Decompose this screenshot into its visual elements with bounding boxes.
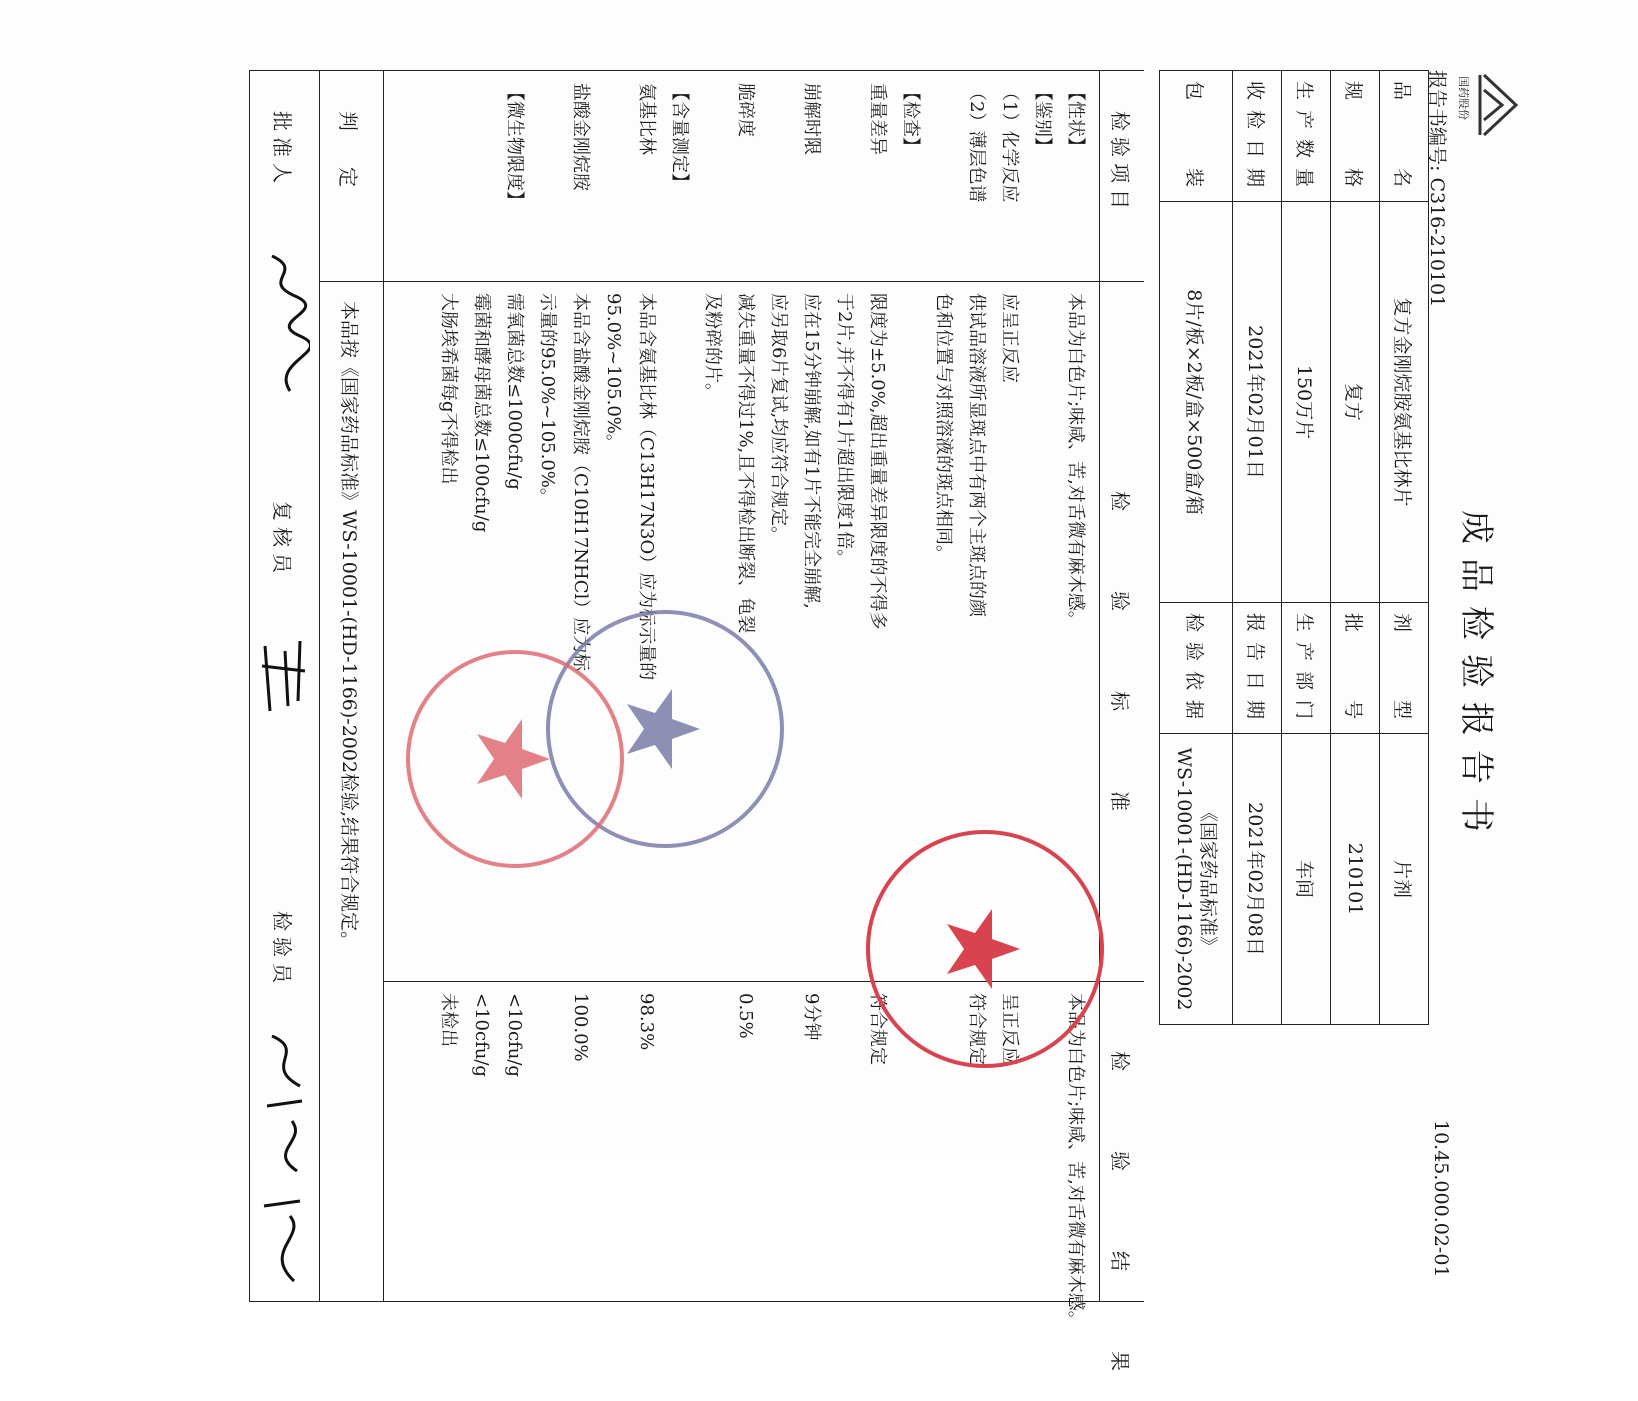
dosage-form-label: 剂 型 [1380, 603, 1429, 734]
report-date-label: 报告日期 [1233, 603, 1282, 734]
quality-seal [866, 830, 1104, 1068]
product-name: 复方金刚烷胺氨基比林片 [1380, 202, 1429, 603]
basis [1160, 734, 1233, 1025]
package: 8片/板×2板/盒×500盒/箱 [1160, 202, 1233, 603]
qty-label: 生产数量 [1282, 71, 1331, 202]
batch-label: 批 号 [1331, 603, 1380, 734]
table-row [1160, 71, 1233, 1025]
row-standard: 色和位置与对照溶液的斑点相同。 [933, 293, 954, 563]
row-item: 【含量测定】 [669, 83, 690, 191]
row-result: 100.0% [570, 993, 591, 1062]
table-row [1233, 71, 1282, 1025]
row-standard: 95.0%~105.0%。 [603, 293, 624, 452]
company-seal-red [406, 650, 624, 868]
row-item: （1）化学反应 [999, 83, 1020, 203]
row-standard: 示量的95.0%~105.0%。 [537, 293, 558, 506]
approver-label: 批准人 [270, 111, 294, 189]
spec-label: 规 格 [1331, 71, 1380, 202]
report-date: 2021年02月08日 [1233, 734, 1282, 1025]
qty: 150万片 [1282, 202, 1331, 603]
column-header-result: 检 验 结 果 [1108, 1051, 1132, 1401]
judgement-row [319, 70, 384, 1302]
row-result: <10cfu/g [504, 993, 525, 1077]
logo-text: 国药股份 [1457, 76, 1470, 120]
row-standard: 本品为白色片;味咸、苦,对舌微有麻木感。 [1065, 293, 1086, 629]
row-result: 呈正反应 [999, 993, 1020, 1065]
receive-date: 2021年02月01日 [1233, 202, 1282, 603]
row-standard: 大肠埃希菌每g不得检出 [438, 293, 459, 485]
row-standard: 应在15分钟崩解,如有1片不能完全崩解, [801, 293, 822, 609]
row-item: 盐酸金刚烷胺 [570, 83, 591, 191]
row-result: 符合规定 [966, 993, 987, 1065]
basis-line-1: 《国家药品标准》 [1197, 802, 1219, 955]
row-item: 崩解时限 [801, 83, 822, 155]
row-standard: 应另取6片复试,均应符合规定。 [768, 293, 789, 545]
judgement-divider [320, 281, 384, 282]
row-result: 符合规定 [867, 993, 888, 1065]
row-item: 【鉴别】 [1032, 83, 1053, 155]
row-standard: 本品含氨基比林（C13H17N3O）应为标示量的 [636, 293, 657, 681]
logo-icon [1472, 70, 1524, 140]
table-row [1331, 71, 1380, 1025]
header-divider [1099, 71, 1100, 1301]
page-title: 成品检验报告书 [1456, 510, 1496, 846]
batch: 210101 [1331, 734, 1380, 1025]
row-standard: 减失重量不得过1%,且不得检出断裂、龟裂 [735, 293, 756, 634]
basis-line-2: WS-10001-(HD-1166)-2002 [1173, 747, 1195, 1011]
package-label: 包 装 [1160, 71, 1233, 202]
column-header-item: 检验项目 [1108, 111, 1132, 215]
row-standard: 本品含盐酸金刚烷胺（C10H17NHCl）应为标 [570, 293, 591, 672]
dept: 车间 [1282, 734, 1331, 1025]
row-item: 【性状】 [1065, 83, 1086, 155]
judgement-text: 本品按《国家药品标准》WS-10001-(HD-1166)-2002检验,结果符合规定。 [338, 301, 360, 951]
row-result: 本品为白色片;味咸、苦,对舌微有麻木感。 [1065, 993, 1086, 1329]
reviewer-label: 复核员 [270, 501, 294, 579]
row-standard: 于2片,并不得有1片超出限度1倍。 [834, 293, 855, 568]
row-result: 98.3% [636, 993, 657, 1051]
row-result: 9分钟 [801, 993, 822, 1041]
row-standard: 及粉碎的片。 [702, 293, 723, 401]
dosage-form: 片剂 [1380, 734, 1429, 1025]
logo [1456, 70, 1524, 140]
row-result: 未检出 [438, 993, 459, 1047]
reviewer-signature [254, 631, 310, 721]
seal-star-icon [410, 654, 620, 864]
row-item: 氨基比林 [636, 83, 657, 155]
seal-star-icon [870, 834, 1100, 1064]
row-item: 重量差异 [867, 83, 888, 155]
row-standard: 需氧菌总数≤1000cfu/g [504, 293, 525, 490]
receive-date-label: 收检日期 [1233, 71, 1282, 202]
row-item: （2）薄层色谱 [966, 83, 987, 203]
table-row [1380, 71, 1429, 1025]
inspector-signature [252, 1031, 312, 1291]
product-name-label: 品 名 [1380, 71, 1429, 202]
row-standard: 应呈正反应 [999, 293, 1020, 383]
row-standard: 供试品溶液所显斑点中有两个主斑点的颜 [966, 293, 987, 617]
dept-label: 生产部门 [1282, 603, 1331, 734]
row-result: 0.5% [735, 993, 756, 1039]
row-standard: 限度为±5.0%,超出重量差异限度的不得多 [867, 293, 888, 630]
info-table [1159, 70, 1429, 1025]
signature-row [249, 70, 320, 1302]
spec: 复方 [1331, 202, 1380, 603]
signature-scribble-icon [258, 251, 310, 401]
signature-scribble-icon [258, 631, 310, 721]
table-row [1282, 71, 1331, 1025]
report-number: 报告书编号: C316-210101 [1426, 70, 1448, 308]
report-document [164, 70, 1524, 1401]
row-item: 【微生物限度】 [504, 83, 525, 209]
basis-label: 检验依据 [1160, 603, 1233, 734]
row-item: 脆碎度 [735, 83, 756, 137]
row-item: 【检查】 [900, 83, 921, 155]
row-result: <10cfu/g [471, 993, 492, 1077]
form-code: 10.45.000.02-01 [1430, 1120, 1452, 1278]
column-header-standard: 检 验 标 准 [1108, 491, 1132, 841]
inspector-label: 检验员 [270, 911, 294, 989]
approver-signature [254, 251, 310, 401]
judgement-label: 判 定 [336, 111, 360, 195]
row-standard: 霉菌和酵母菌总数≤100cfu/g [471, 293, 492, 533]
signature-scribble-icon [256, 1031, 312, 1291]
